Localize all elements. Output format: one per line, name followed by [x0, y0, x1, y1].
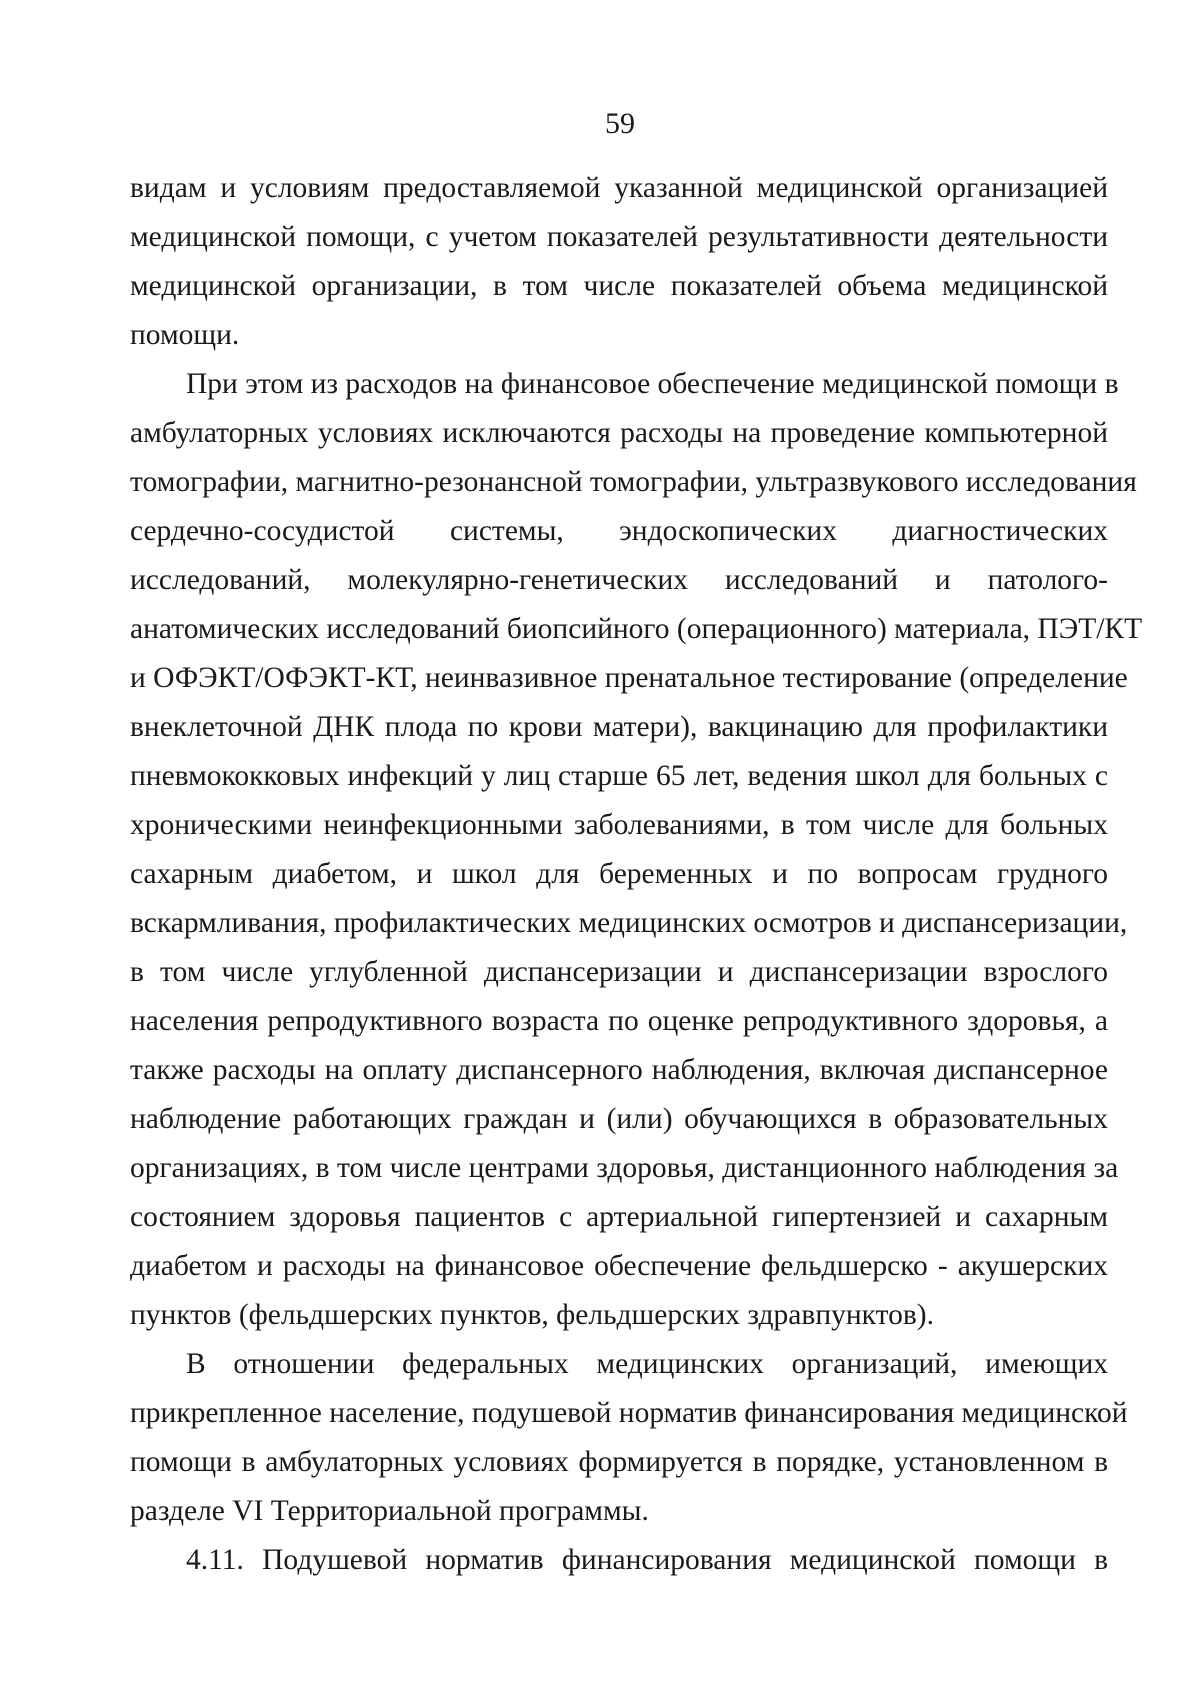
text-line: внеклеточной ДНК плода по крови матери), вакцинацию для профилактики	[130, 711, 1108, 743]
text-line: в том числе углубленной диспансеризации и диспансеризации взрослого	[130, 956, 1108, 988]
text-line: состоянием здоровья пациентов с артериальной гипертензией и сахарным	[130, 1201, 1108, 1233]
text-line: 4.11. Подушевой норматив финансирования медицинской помощи в	[186, 1544, 1108, 1576]
paragraph	[130, 360, 1143, 1340]
text-line: организациях, в том числе центрами здоровья, дистанционного наблюдения за	[130, 1152, 1119, 1184]
text-line: наблюдение работающих граждан и (или) обучающихся в образовательных	[130, 1103, 1108, 1135]
text-line: сахарным диабетом, и школ для беременных и по вопросам грудного	[130, 858, 1108, 890]
text-line: хроническими неинфекционными заболеваниями, в том числе для больных	[130, 809, 1108, 841]
text-line: диабетом и расходы на финансовое обеспечение фельдшерско - акушерских	[130, 1250, 1108, 1282]
text-line: видам и условиям предоставляемой указанной медицинской организацией	[130, 172, 1108, 204]
text-line: медицинской помощи, с учетом показателей результативности деятельности	[130, 221, 1108, 253]
text-line: исследований, молекулярно-генетических исследований и патолого-	[130, 564, 1108, 596]
text-line: анатомических исследований биопсийного (операционного) материала, ПЭТ/КТ	[130, 613, 1143, 645]
text-line: вскармливания, профилактических медицинских осмотров и диспансеризации,	[130, 907, 1128, 939]
text-line: населения репродуктивного возраста по оценке репродуктивного здоровья, а	[130, 1005, 1108, 1037]
text-line: томографии, магнитно-резонансной томографии, ультразвукового исследования	[130, 466, 1137, 498]
text-line: амбулаторных условиях исключаются расходы на проведение компьютерной	[130, 417, 1108, 449]
text-line: помощи.	[130, 319, 240, 351]
text-line: и ОФЭКТ/ОФЭКТ-КТ, неинвазивное пренатальное тестирование (определение	[130, 662, 1128, 694]
text-line: пневмококковых инфекций у лиц старше 65 лет, ведения школ для больных с	[130, 760, 1108, 792]
paragraph	[130, 1536, 1108, 1585]
text-line: При этом из расходов на финансовое обеспечение медицинской помощи в	[186, 368, 1119, 400]
paragraph	[130, 1340, 1128, 1536]
text-line: медицинской организации, в том числе показателей объема медицинской	[130, 270, 1108, 302]
document-body	[130, 164, 1143, 1585]
text-line: помощи в амбулаторных условиях формируется в порядке, установленном в	[130, 1446, 1108, 1478]
page-number: 59	[605, 107, 635, 140]
text-line: пунктов (фельдшерских пунктов, фельдшерских здравпунктов).	[130, 1299, 934, 1331]
paragraph	[130, 164, 1108, 360]
text-line: В отношении федеральных медицинских организаций, имеющих	[186, 1348, 1108, 1380]
text-line: разделе VI Территориальной программы.	[130, 1495, 649, 1527]
text-line: также расходы на оплату диспансерного наблюдения, включая диспансерное	[130, 1054, 1108, 1086]
text-line: прикрепленное население, подушевой норматив финансирования медицинской	[130, 1397, 1128, 1429]
text-line: сердечно-сосудистой системы, эндоскопических диагностических	[130, 515, 1108, 547]
